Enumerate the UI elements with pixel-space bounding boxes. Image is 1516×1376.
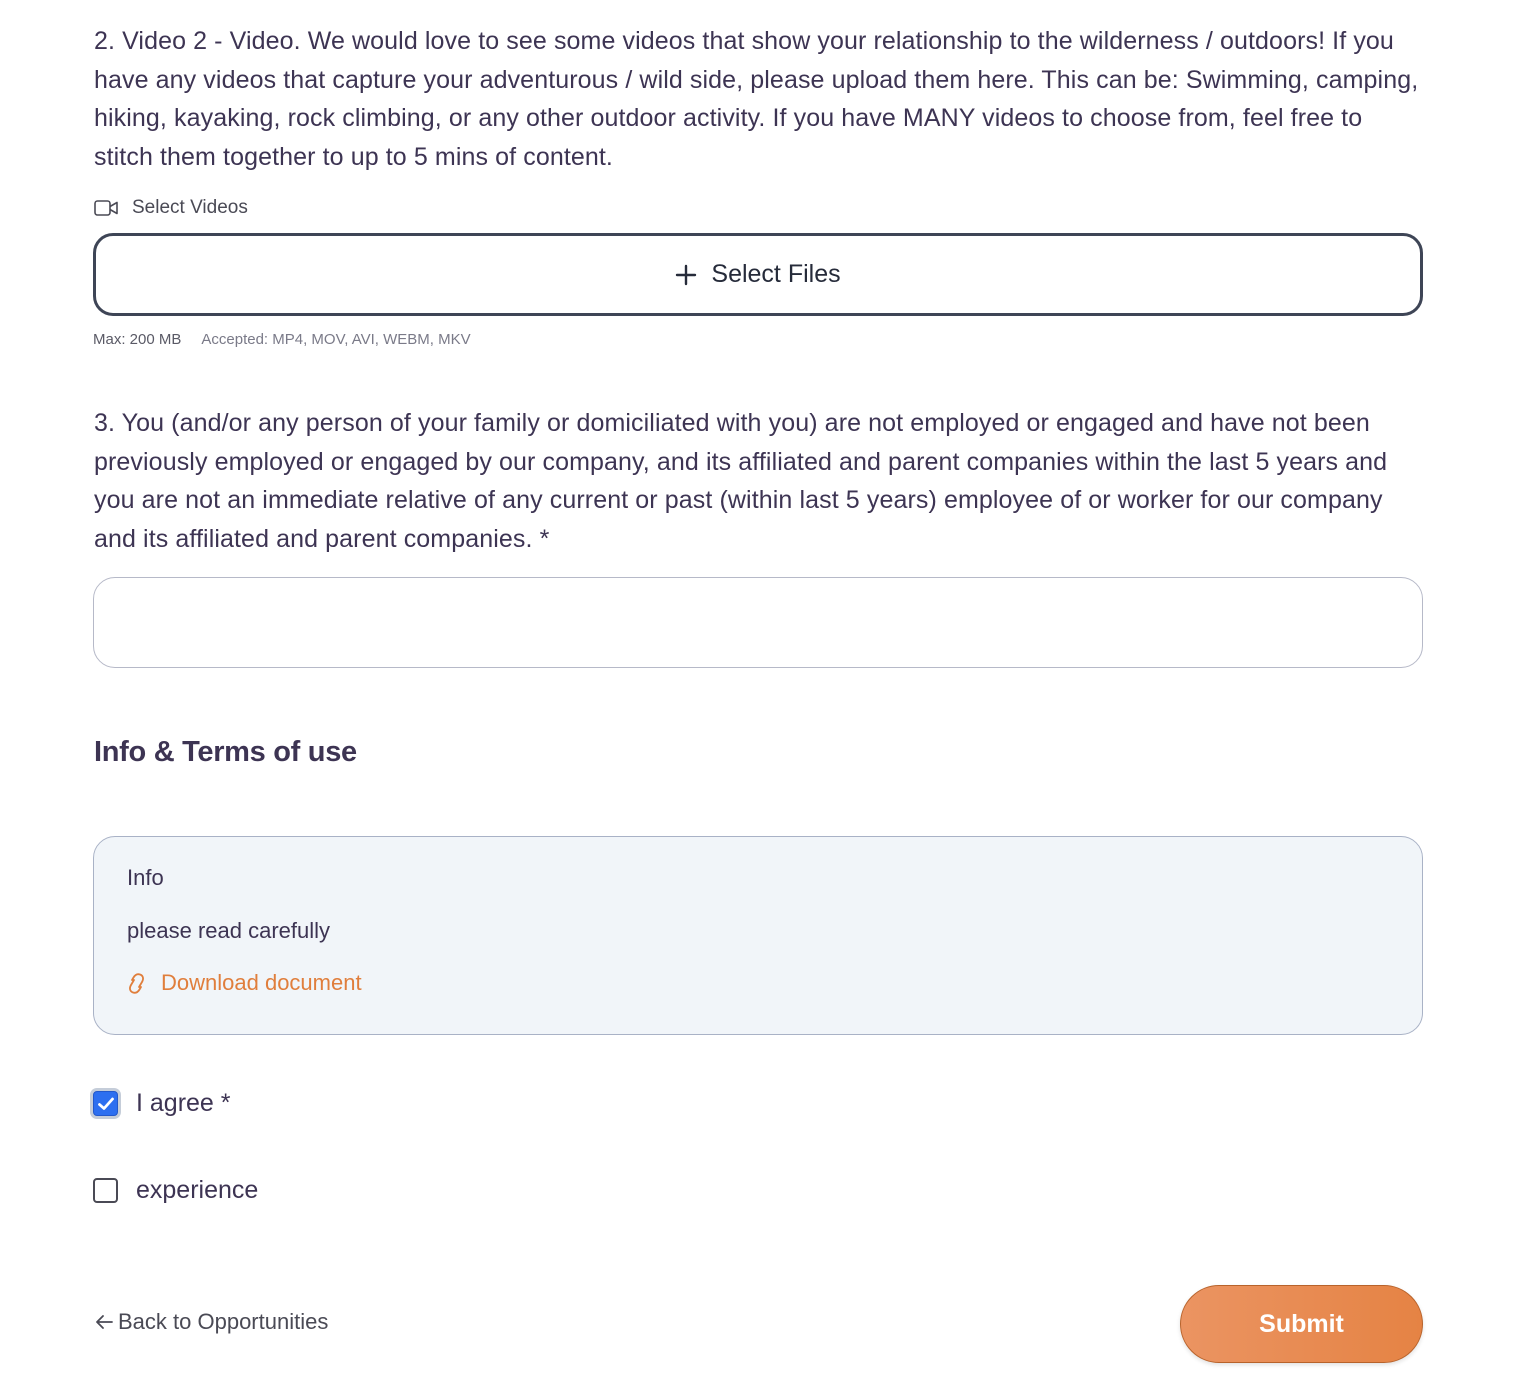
max-size-text: Max: 200 MB <box>93 331 182 348</box>
select-files-label: Select Files <box>711 260 841 288</box>
submit-button-label: Submit <box>1259 1309 1344 1338</box>
download-document-label: Download document <box>161 970 362 995</box>
accepted-formats-text: Accepted: MP4, MOV, AVI, WEBM, MKV <box>201 331 471 348</box>
experience-checkbox[interactable] <box>93 1178 118 1203</box>
terms-section-title: Info & Terms of use <box>94 736 357 768</box>
agree-checkbox-row[interactable] <box>93 1089 231 1118</box>
info-text: please read carefully <box>127 918 331 943</box>
select-videos-label <box>94 195 248 221</box>
info-box <box>93 836 1423 1035</box>
checkmark-icon <box>97 1096 115 1112</box>
question-3-input[interactable] <box>93 577 1423 668</box>
info-title: Info <box>127 865 164 890</box>
question-2-text: 2. Video 2 - Video. We would love to see some videos that show your relationship to the wilderness / outdoors! If you have any videos that capture your adventurous / wild side, please upload them here. This can be: Swimming, camping, hiking, kayaking, rock climbing, or any other outdoor activity. If you have MANY videos to choose from, feel free to stitch them together to up to 5 mins of content. <box>94 27 1419 171</box>
link-icon <box>126 971 147 996</box>
file-constraints <box>93 331 471 348</box>
agree-checkbox-label: I agree * <box>136 1089 231 1117</box>
video-camera-icon <box>94 199 119 217</box>
question-3-text: 3. You (and/or any person of your family or domiciliated with you) are not employed or engaged and have not been previously employed or engaged by our company, and its affiliated and parent companies within the last 5 years and you are not an immediate relative of any current or past (within last 5 years) employee of or worker for our company and its affiliated and parent companies. * <box>94 409 1388 553</box>
experience-checkbox-row[interactable] <box>93 1176 258 1205</box>
back-to-opportunities-link[interactable] <box>94 1309 328 1335</box>
experience-checkbox-label: experience <box>136 1176 259 1204</box>
plus-icon <box>675 264 697 286</box>
arrow-left-icon <box>94 1313 114 1331</box>
submit-button[interactable] <box>1180 1285 1423 1363</box>
back-link-label: Back to Opportunities <box>118 1309 329 1334</box>
agree-checkbox[interactable] <box>93 1091 118 1116</box>
select-videos-text: Select Videos <box>132 197 248 218</box>
download-document-link[interactable] <box>126 970 362 996</box>
select-files-button[interactable] <box>93 233 1423 316</box>
